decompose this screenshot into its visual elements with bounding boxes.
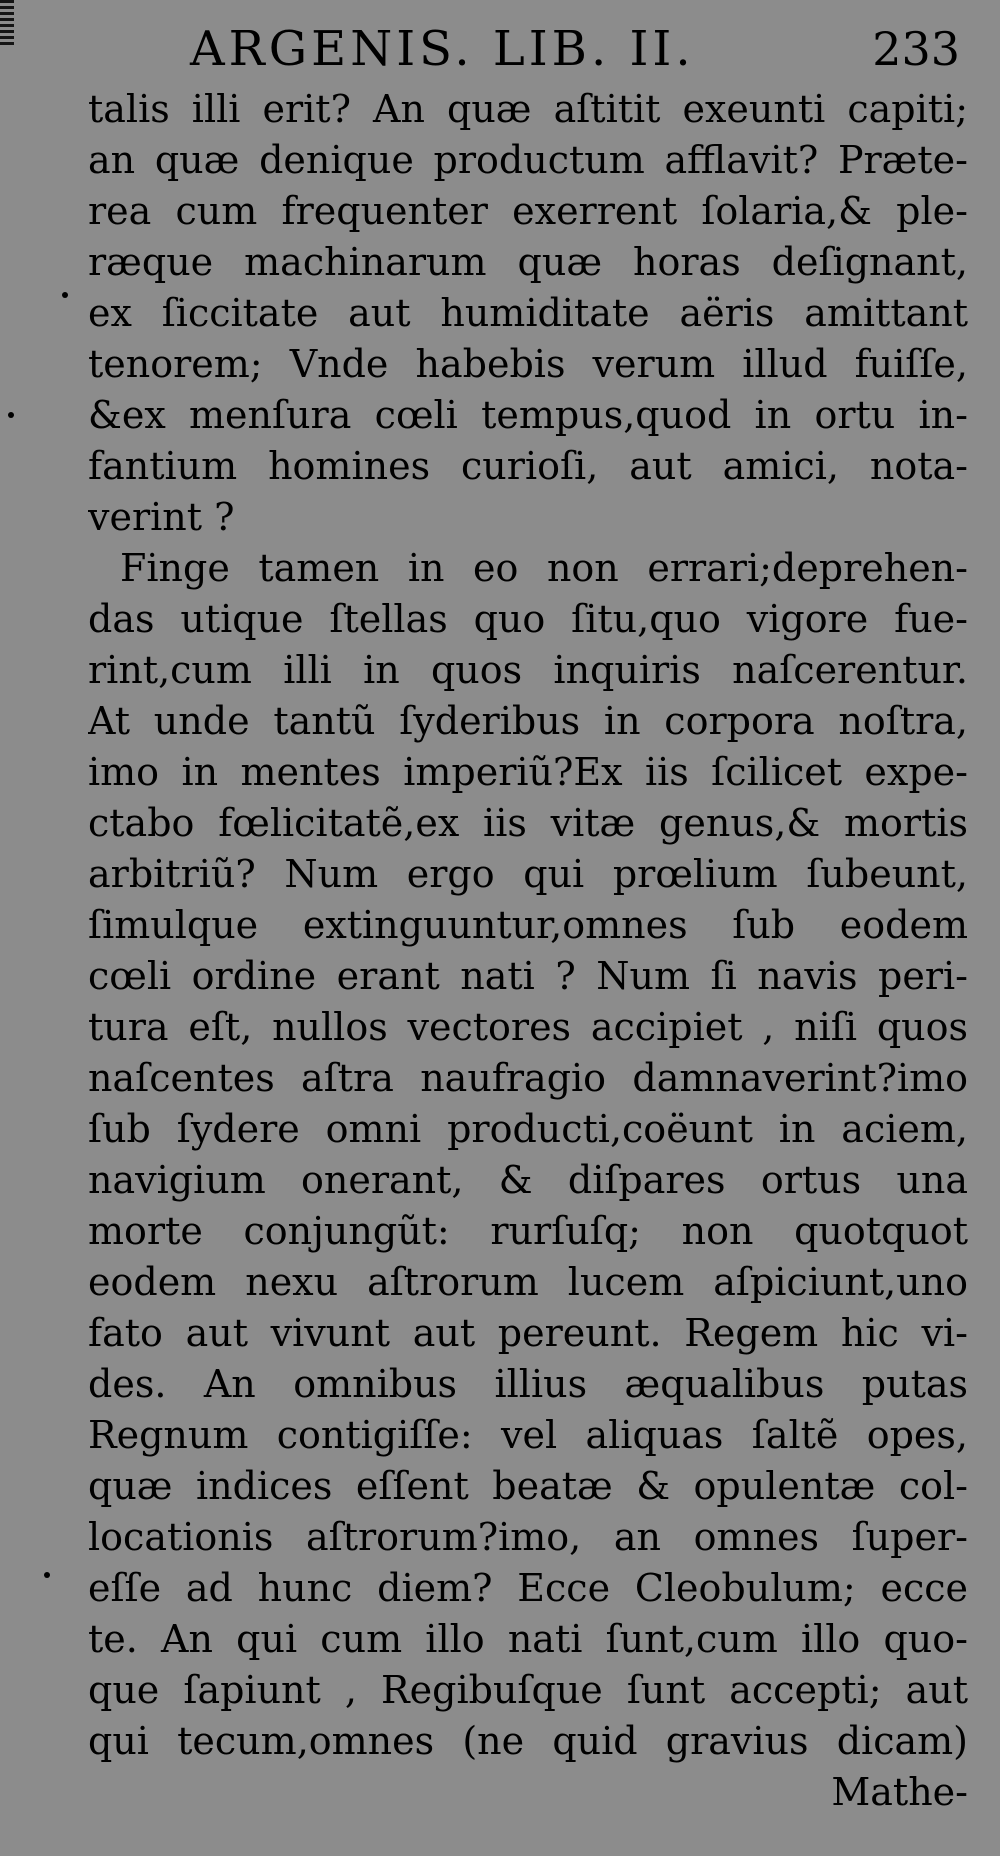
- text-line: cœli ordine erant nati ? Num ſi navis peri-: [88, 954, 968, 998]
- text-line: ſub ſydere omni producti,coëunt in aciem,: [88, 1107, 968, 1151]
- text-line: que ſapiunt , Regibuſque ſunt accepti; aut: [88, 1668, 968, 1712]
- text-line: navigium onerant, & diſpares ortus una: [88, 1158, 968, 1202]
- text-line: fato aut vivunt aut pereunt. Regem hic vi-: [88, 1311, 968, 1355]
- text-line: At unde tantũ ſyderibus in corpora noſtra,: [88, 699, 968, 743]
- text-line: ſimulque extinguuntur,omnes ſub eodem: [88, 903, 968, 947]
- text-line: locationis aſtrorum?imo, an omnes ſuper-: [88, 1515, 968, 1559]
- body-text: [88, 84, 968, 1818]
- ink-speck: [8, 412, 14, 418]
- text-line: verint ?: [88, 495, 235, 539]
- text-line: qui tecum,omnes (ne quid gravius dicam): [88, 1719, 968, 1763]
- paragraph-start-line: Finge tamen in eo non errari;deprehen-: [120, 546, 968, 590]
- text-line: eſſe ad hunc diem? Ecce Cleobulum; ecce: [88, 1566, 968, 1610]
- text-line: Regnum contigiſſe: vel aliquas ſaltẽ opes,: [88, 1413, 968, 1457]
- ink-speck: [44, 1572, 50, 1578]
- catchword: Mathe-: [831, 1770, 968, 1814]
- ink-speck: [62, 292, 68, 298]
- text-line: naſcentes aſtra naufragio damnaverint?imo: [88, 1056, 968, 1100]
- page-number: 233: [872, 22, 960, 76]
- text-line: rea cum frequenter exerrent ſolaria,& ple-: [88, 189, 968, 233]
- text-line: ex ſiccitate aut humiditate aëris amittant: [88, 291, 968, 335]
- text-line: fantium homines curioſi, aut amici, nota-: [88, 444, 968, 488]
- text-line: ræque machinarum quæ horas deſignant,: [88, 240, 968, 284]
- text-line: imo in mentes imperiũ?Ex iis ſcilicet expe-: [88, 750, 968, 794]
- text-line: rint,cum illi in quos inquiris naſcerentur.: [88, 648, 968, 692]
- text-line: des. An omnibus illius æqualibus putas: [88, 1362, 968, 1406]
- text-line: ctabo fœlicitatẽ,ex iis vitæ genus,& mortis: [88, 801, 968, 845]
- text-line: an quæ denique productum afflavit? Præte-: [88, 138, 968, 182]
- page-edge-damage: [0, 0, 14, 46]
- text-line: tenorem; Vnde habebis verum illud fuiſſe,: [88, 342, 968, 386]
- text-line: tura eſt, nullos vectores accipiet , niſi quos: [88, 1005, 968, 1049]
- text-line: morte conjungũt: rurſuſq; non quotquot: [88, 1209, 968, 1253]
- text-line: arbitriũ? Num ergo qui prœlium ſubeunt,: [88, 852, 968, 896]
- text-line: te. An qui cum illo nati ſunt,cum illo quo-: [88, 1617, 968, 1661]
- text-line: talis illi erit? An quæ aſtitit exeunti capiti;: [88, 87, 968, 131]
- text-line: quæ indices eſſent beatæ & opulentæ col-: [88, 1464, 968, 1508]
- text-line: eodem nexu aſtrorum lucem aſpiciunt,uno: [88, 1260, 968, 1304]
- text-line: &ex menſura cœli tempus,quod in ortu in-: [88, 393, 968, 437]
- running-head-title: ARGENIS. LIB. II.: [190, 21, 695, 77]
- running-head: [90, 18, 960, 80]
- text-line: das utique ſtellas quo ſitu,quo vigore fue-: [88, 597, 968, 641]
